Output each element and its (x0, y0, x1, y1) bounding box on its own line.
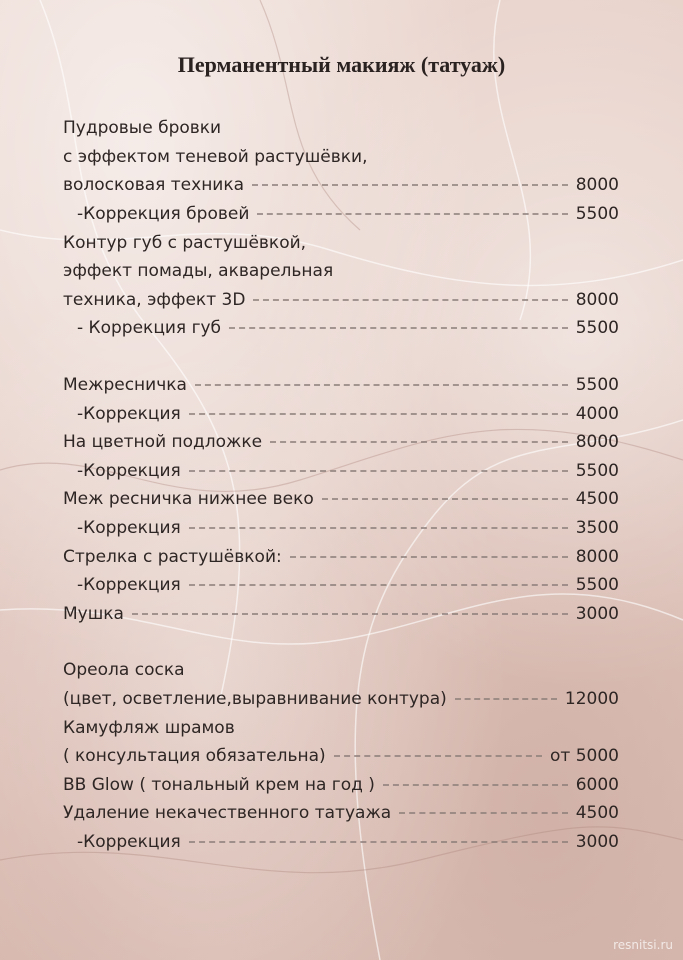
price-row (63, 286, 619, 315)
price-row (63, 713, 619, 742)
service-name: -Коррекция (77, 403, 181, 424)
service-name: -Коррекция (77, 518, 181, 539)
dash-leader (399, 812, 568, 814)
service-name: BB Glow ( тональный крем на год ) (63, 774, 375, 795)
dash-leader (229, 327, 568, 329)
dash-leader (189, 470, 568, 472)
service-name: Мушка (63, 603, 124, 624)
service-price: от 5000 (550, 746, 619, 767)
service-price: 3000 (575, 831, 619, 852)
price-row (63, 143, 619, 172)
price-row (63, 399, 619, 428)
service-name: (цвет, осветление,выравнивание контура) (63, 688, 447, 709)
dash-leader (455, 698, 557, 700)
service-name: эффект помады, акварельная (63, 261, 334, 282)
service-price: 12000 (564, 688, 619, 709)
service-name: Удаление некачественного татуажа (63, 803, 392, 824)
service-name: Контур губ с растушёвкой, (63, 232, 307, 253)
price-row (63, 828, 619, 857)
service-name: ( консультация обязательна) (63, 746, 326, 767)
service-name: -Коррекция (77, 460, 181, 481)
service-name: волосковая техника (63, 175, 245, 196)
service-name: Межресничка (63, 375, 187, 396)
price-row (63, 656, 619, 685)
dash-leader (257, 213, 567, 215)
price-row (63, 799, 619, 828)
price-row (63, 485, 619, 514)
service-price: 5500 (575, 318, 619, 339)
dash-leader (270, 441, 568, 443)
service-price: 3000 (575, 603, 619, 624)
service-price: 8000 (575, 175, 619, 196)
service-name: с эффектом теневой растушёвки, (63, 146, 368, 167)
service-price: 4500 (575, 489, 619, 510)
service-name: -Коррекция (77, 831, 181, 852)
service-price: 4500 (575, 803, 619, 824)
price-row (63, 600, 619, 629)
dash-leader (290, 556, 568, 558)
dash-leader (189, 527, 568, 529)
price-row (63, 428, 619, 457)
service-name: Пудровые бровки (63, 118, 222, 139)
price-row (63, 542, 619, 571)
service-name: -Коррекция (77, 575, 181, 596)
service-price: 3500 (575, 518, 619, 539)
service-name: Меж ресничка нижнее веко (63, 489, 314, 510)
price-row (63, 742, 619, 771)
watermark: resnitsi.ru (613, 938, 673, 952)
service-price: 8000 (575, 432, 619, 453)
price-row (63, 514, 619, 543)
service-name: техника, эффект 3D (63, 289, 246, 310)
dash-leader (189, 584, 568, 586)
dash-leader (132, 613, 568, 615)
service-price: 5500 (575, 204, 619, 225)
service-price: 4000 (575, 403, 619, 424)
price-row (63, 114, 619, 143)
price-list (63, 114, 619, 856)
service-name: На цветной подложке (63, 432, 263, 453)
price-row (63, 457, 619, 486)
service-price: 5500 (575, 575, 619, 596)
dash-leader (189, 413, 568, 415)
service-name: Камуфляж шрамов (63, 717, 235, 738)
dash-leader (195, 384, 568, 386)
service-price: 5500 (575, 375, 619, 396)
dash-leader (383, 784, 568, 786)
spacer (63, 343, 619, 371)
price-row (63, 314, 619, 343)
dash-leader (334, 755, 542, 757)
price-row (63, 200, 619, 229)
price-row (63, 770, 619, 799)
page-title: Перманентный макияж (татуаж) (177, 52, 506, 77)
service-price: 6000 (575, 774, 619, 795)
spacer (63, 628, 619, 656)
price-row (63, 685, 619, 714)
price-row (63, 171, 619, 200)
price-row (63, 257, 619, 286)
dash-leader (322, 498, 568, 500)
service-name: - Коррекция губ (77, 318, 222, 339)
service-name: Стрелка с растушёвкой: (63, 546, 282, 567)
price-row (63, 371, 619, 400)
service-name: -Коррекция бровей (77, 204, 250, 225)
service-price: 5500 (575, 460, 619, 481)
price-row (63, 228, 619, 257)
dash-leader (252, 184, 568, 186)
price-row (63, 571, 619, 600)
dash-leader (253, 299, 567, 301)
service-name: Ореола соска (63, 660, 185, 681)
service-price: 8000 (575, 289, 619, 310)
service-price: 8000 (575, 546, 619, 567)
dash-leader (189, 841, 568, 843)
